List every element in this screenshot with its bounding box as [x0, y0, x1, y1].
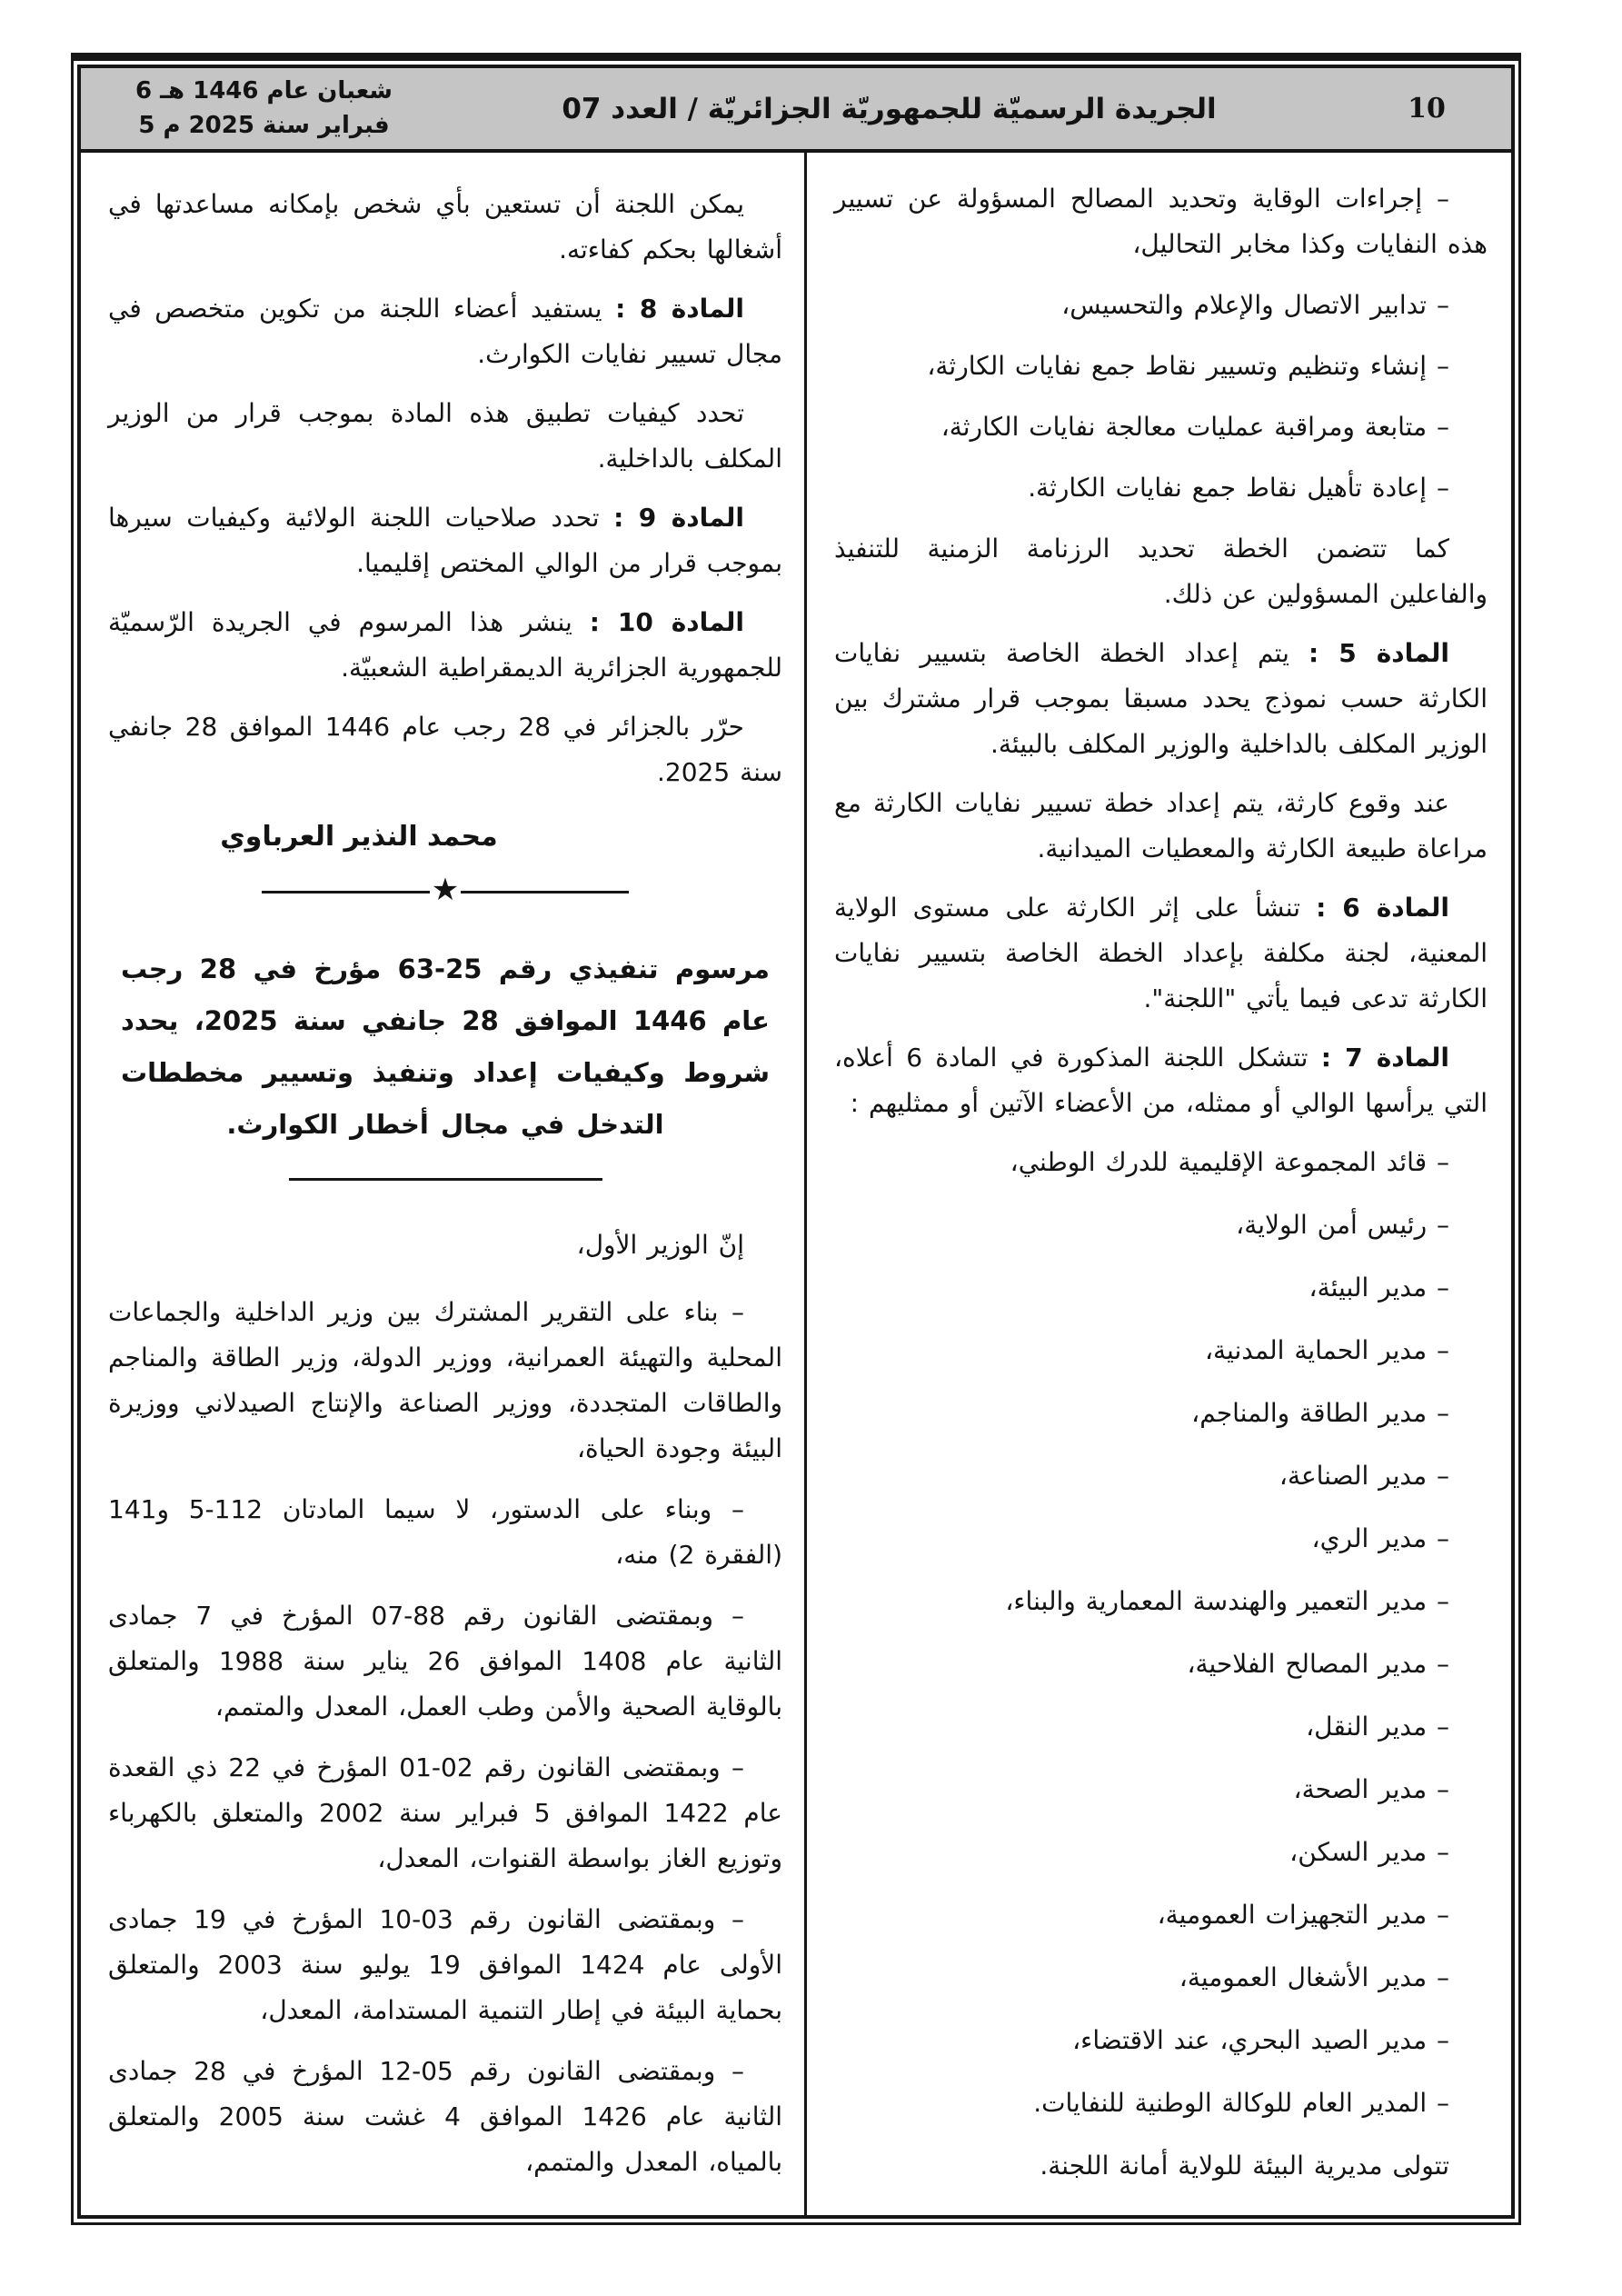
- gregorian-date: 5 فبراير سنة 2025 م: [138, 111, 390, 139]
- article-5-label: المادة 5 :: [1309, 638, 1449, 668]
- header-dates: [135, 75, 393, 143]
- list-item: – قائد المجموعة الإقليمية للدرك الوطني،: [1010, 1147, 1449, 1177]
- list-item: – المدير العام للوكالة الوطنية للنفايات.: [1033, 2088, 1449, 2118]
- list-item: – إعادة تأهيل نقاط جمع نفايات الكارثة.: [1028, 473, 1449, 503]
- article-10: [108, 600, 782, 691]
- plan-measures-list: [834, 176, 1488, 511]
- list-item: – مدير التجهيزات العمومية،: [1157, 1900, 1449, 1930]
- column-left: [81, 153, 804, 2215]
- paragraph-apply: تحدد كيفيات تطبيق هذه المادة بموجب قرار من الوزير المكلف بالداخلية.: [108, 398, 782, 474]
- list-item: – وبمقتضى القانون رقم 88-07 المؤرخ في 7 جمادى الثانية عام 1408 الموافق 26 يناير سنة 1988 والمتعلق بالوقاية الصحية والأمن وطب العمل، المعدل والمتمم،: [108, 1601, 783, 1722]
- article-8: [108, 286, 782, 377]
- hijri-date: 6 شعبان عام 1446 هـ: [135, 76, 393, 105]
- article-9: [108, 495, 782, 586]
- list-item: – وبناء على الدستور، لا سيما المادتان 112-5 و141 (الفقرة 2) منه،: [108, 1494, 782, 1570]
- article-9-text: تحدد صلاحيات اللجنة الولائية وكيفيات سيرها بموجب قرار من الوالي المختص إقليميا.: [108, 503, 782, 578]
- list-item: – مدير الصحة،: [1293, 1774, 1449, 1804]
- list-item: – تدابير الاتصال والإعلام والتحسيس،: [1061, 290, 1449, 320]
- list-item: – مدير الصيد البحري، عند الاقتضاء،: [1072, 2025, 1449, 2055]
- column-divider: [804, 153, 807, 2215]
- list-item: – رئيس أمن الولاية،: [1236, 1210, 1449, 1240]
- list-item: – مدير الأشغال العمومية،: [1179, 1962, 1449, 1992]
- article-6-text: تنشأ على إثر الكارثة على مستوى الولاية المعنية، لجنة مكلفة بإعداد الخطة الخاصة بتسيير نفايات الكارثة تدعى فيما يأتي "اللجنة".: [834, 893, 1488, 1013]
- page-body: [81, 153, 1511, 2215]
- article-7-text: تتشكل اللجنة المذكورة في المادة 6 أعلاه، التي يرأسها الوالي أو ممثله، من الأعضاء الآتين أو ممثليهم :: [834, 1043, 1488, 1118]
- article-7-label: المادة 7 :: [1320, 1043, 1449, 1073]
- list-item: – بناء على التقرير المشترك بين وزير الداخلية والجماعات المحلية والتهيئة العمرانية، ووزير الدولة، وزير الطاقة والمناجم والطاقات المتجددة، ووزير الصناعة والإنتاج الصيدلاني ووزيرة البيئة وجودة الحياة،: [108, 1297, 782, 1463]
- list-item: – مدير السكن،: [1289, 1837, 1449, 1867]
- list-item: – إجراءات الوقاية وتحديد المصالح المسؤولة عن تسيير هذه النفايات وكذا مخابر التحاليل،: [834, 184, 1488, 259]
- paragraph-secretariat: تتولى مديرية البيئة للولاية أمانة اللجنة.: [1040, 2151, 1449, 2181]
- article-8-label: المادة 8 :: [615, 294, 745, 324]
- list-item: – وبمقتضى القانون رقم 02-01 المؤرخ في 22 ذي القعدة عام 1422 الموافق 5 فبراير سنة 2002 والمتعلق بالكهرباء وتوزيع الغاز بواسطة القنوات، المعدل،: [108, 1752, 782, 1873]
- page-frame-outer: [71, 53, 1521, 2225]
- star-separator: [108, 872, 782, 908]
- list-item: – وبمقتضى القانون رقم 05-12 المؤرخ في 28 جمادى الثانية عام 1426 الموافق 4 غشت سنة 2005 والمتعلق بالمياه، المعدل والمتمم،: [108, 2056, 782, 2177]
- list-item: – مدير التعمير والهندسة المعمارية والبناء،: [1005, 1586, 1449, 1616]
- list-item: – مدير الري،: [1311, 1523, 1449, 1553]
- separator-line: [461, 891, 629, 893]
- article-5: [834, 631, 1488, 767]
- visas-list: [108, 1290, 782, 2185]
- separator-line: [262, 891, 430, 893]
- paragraph-assist: يمكن اللجنة أن تستعين بأي شخص بإمكانه مساعدتها في أشغالها بحكم كفاءته.: [108, 189, 782, 265]
- article-6: [834, 885, 1488, 1022]
- committee-members-list: [834, 1140, 1488, 2126]
- list-item: – مدير الطاقة والمناجم،: [1191, 1398, 1449, 1428]
- list-item: – متابعة ومراقبة عمليات معالجة نفايات الكارثة،: [940, 412, 1449, 442]
- title-separator-line: [289, 1178, 602, 1181]
- list-item: – مدير البيئة،: [1309, 1273, 1449, 1303]
- decree-title: مرسوم تنفيذي رقم 25-63 مؤرخ في 28 رجب عام 1446 الموافق 28 جانفي سنة 2025، يحدد شروط وكيفيات إعداد وتنفيذ وتسيير مخططات التدخل في مجال أخطار الكوارث.: [121, 953, 771, 1140]
- article-5-text: يتم إعداد الخطة الخاصة بتسيير نفايات الكارثة حسب نموذج يحدد مسبقا بموجب قرار مشترك بين الوزير المكلف بالداخلية والوزير المكلف بالبيئة.: [834, 638, 1488, 759]
- page-frame-inner: [77, 65, 1515, 2219]
- signature-name: محمد النذير العرباوي: [220, 821, 498, 853]
- paragraph-disaster: عند وقوع كارثة، يتم إعداد خطة تسيير نفايات الكارثة مع مراعاة طبيعة الكارثة والمعطيات الميدانية.: [834, 788, 1488, 863]
- article-9-label: المادة 9 :: [613, 503, 744, 533]
- list-item: – مدير الحماية المدنية،: [1204, 1335, 1449, 1365]
- article-8-text: يستفيد أعضاء اللجنة من تكوين متخصص في مجال تسيير نفايات الكوارث.: [108, 294, 782, 369]
- list-item: – إنشاء وتنظيم وتسيير نقاط جمع نفايات الكارثة،: [927, 351, 1449, 381]
- article-7: [834, 1035, 1488, 1126]
- paragraph-prime-minister: إنّ الوزير الأول،: [576, 1230, 744, 1260]
- column-right: [807, 153, 1511, 2215]
- paragraph-schedule: كما تتضمن الخطة تحديد الرزنامة الزمنية للتنفيذ والفاعلين المسؤولين عن ذلك.: [834, 534, 1488, 609]
- list-item: – وبمقتضى القانون رقم 03-10 المؤرخ في 19 جمادى الأولى عام 1424 الموافق 19 يوليو سنة 2003 والمتعلق بحماية البيئة في إطار التنمية المستدامة، المعدل،: [108, 1904, 783, 2025]
- article-10-label: المادة 10 :: [589, 607, 744, 637]
- header-bar: [81, 68, 1511, 153]
- paragraph-done-at: حرّر بالجزائر في 28 رجب عام 1446 الموافق 28 جانفي سنة 2025.: [108, 712, 782, 787]
- article-6-label: المادة 6 :: [1316, 893, 1449, 923]
- journal-title: الجريدة الرسميّة للجمهوريّة الجزائريّة / العدد 07: [562, 92, 1217, 125]
- list-item: – مدير المصالح الفلاحية،: [1187, 1649, 1449, 1679]
- star-icon: ★: [431, 872, 460, 908]
- article-10-text: ينشر هذا المرسوم في الجريدة الرّسميّة للجمهورية الجزائرية الديمقراطية الشعبيّة.: [108, 607, 782, 683]
- page-number: 10: [1408, 93, 1446, 125]
- list-item: – مدير الصناعة،: [1279, 1461, 1449, 1491]
- list-item: – مدير النقل،: [1306, 1712, 1449, 1742]
